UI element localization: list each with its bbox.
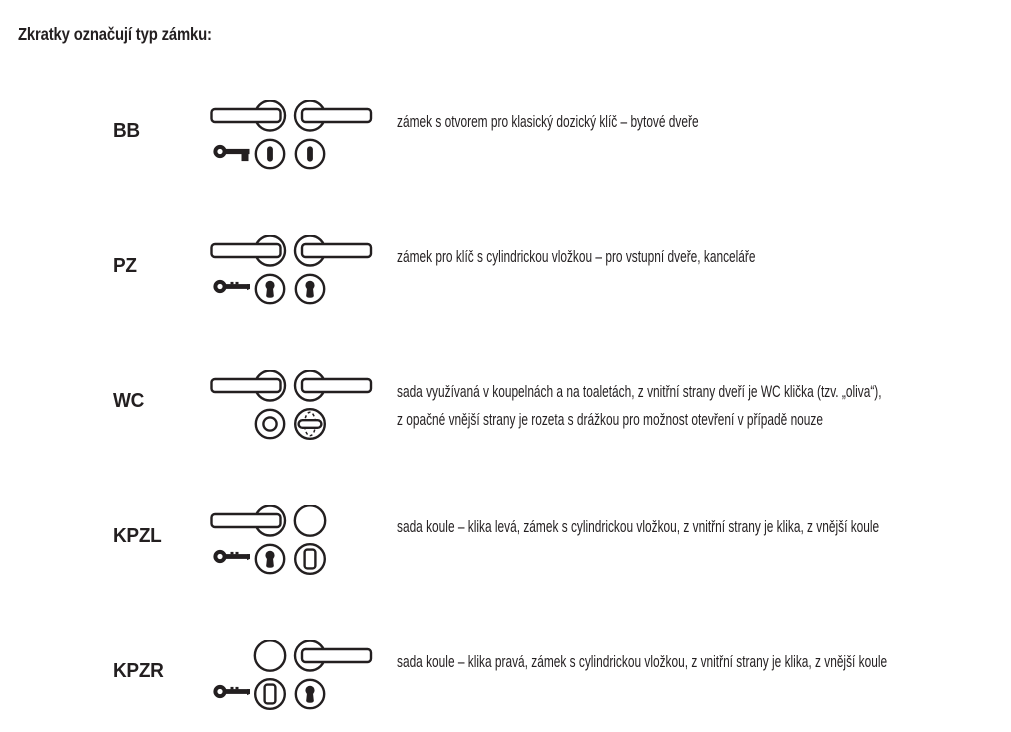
cylinder-key-icon <box>215 687 250 696</box>
lock-hardware-diagram <box>210 505 380 583</box>
cylinder-keyhole-rosette-icon <box>296 680 324 708</box>
classic-keyhole-rosette-icon <box>256 140 284 168</box>
page-title: Zkratky označují typ zámku: <box>18 24 212 44</box>
lock-type-row-kpzl <box>0 505 1011 583</box>
lock-type-row-pz <box>0 235 1011 313</box>
cylinder-key-icon <box>215 282 250 291</box>
lock-type-description <box>397 513 879 541</box>
lever-handle-right-icon <box>295 371 371 401</box>
lock-hardware-diagram <box>210 100 380 178</box>
lock-type-description <box>397 648 887 676</box>
knob-icon <box>255 640 285 670</box>
lock-type-description <box>397 378 882 434</box>
lock-type-row-wc <box>0 370 1011 448</box>
lever-handle-right-icon <box>295 101 371 131</box>
cylinder-keyhole-rosette-icon <box>256 545 284 573</box>
blind-rosette-icon <box>295 544 325 574</box>
lever-handle-right-icon <box>295 641 371 671</box>
description-line: zámek pro klíč s cylindrickou vložkou – pro vstupní dveře, kanceláře <box>397 247 756 266</box>
lock-hardware-diagram <box>210 235 380 313</box>
grooved-rosette-icon <box>256 410 284 438</box>
blind-rosette-icon <box>255 679 285 709</box>
lock-type-code: PZ <box>113 255 137 277</box>
classic-keyhole-rosette-icon <box>296 140 324 168</box>
classic-bit-key-icon <box>215 147 249 161</box>
lock-type-row-kpzr <box>0 640 1011 718</box>
lever-handle-right-icon <box>295 236 371 266</box>
lock-type-code: WC <box>113 390 145 412</box>
lever-handle-left-icon <box>212 371 286 401</box>
cylinder-keyhole-rosette-icon <box>256 275 284 303</box>
description-line: sada využívaná v koupelnách a na toaletách, z vnitřní strany dveří je WC klička (tzv. „oliva“), <box>397 382 882 401</box>
cylinder-key-icon <box>215 552 250 561</box>
lock-type-row-bb <box>0 100 1011 178</box>
description-line: z opačné vnější strany je rozeta s drážkou pro možnost otevření v případě nouze <box>397 410 823 429</box>
description-line: sada koule – klika levá, zámek s cylindrickou vložkou, z vnitřní strany je klika, z vnější koule <box>397 517 880 536</box>
lock-type-code: BB <box>113 120 140 142</box>
lock-type-description <box>397 108 699 136</box>
lock-hardware-diagram <box>210 370 380 448</box>
cylinder-keyhole-rosette-icon <box>296 275 324 303</box>
lever-handle-left-icon <box>212 506 286 536</box>
wc-thumbturn-rosette-icon <box>295 409 325 439</box>
lock-type-description <box>397 243 755 271</box>
lever-handle-left-icon <box>212 236 286 266</box>
lever-handle-left-icon <box>212 101 286 131</box>
lock-hardware-diagram <box>210 640 380 718</box>
knob-icon <box>295 505 325 535</box>
description-line: sada koule – klika pravá, zámek s cylindrickou vložkou, z vnitřní strany je klika, z vnější koule <box>397 652 888 671</box>
lock-type-code: KPZR <box>113 660 164 682</box>
lock-type-code: KPZL <box>113 525 162 547</box>
description-line: zámek s otvorem pro klasický dozický klíč – bytové dveře <box>397 112 699 131</box>
